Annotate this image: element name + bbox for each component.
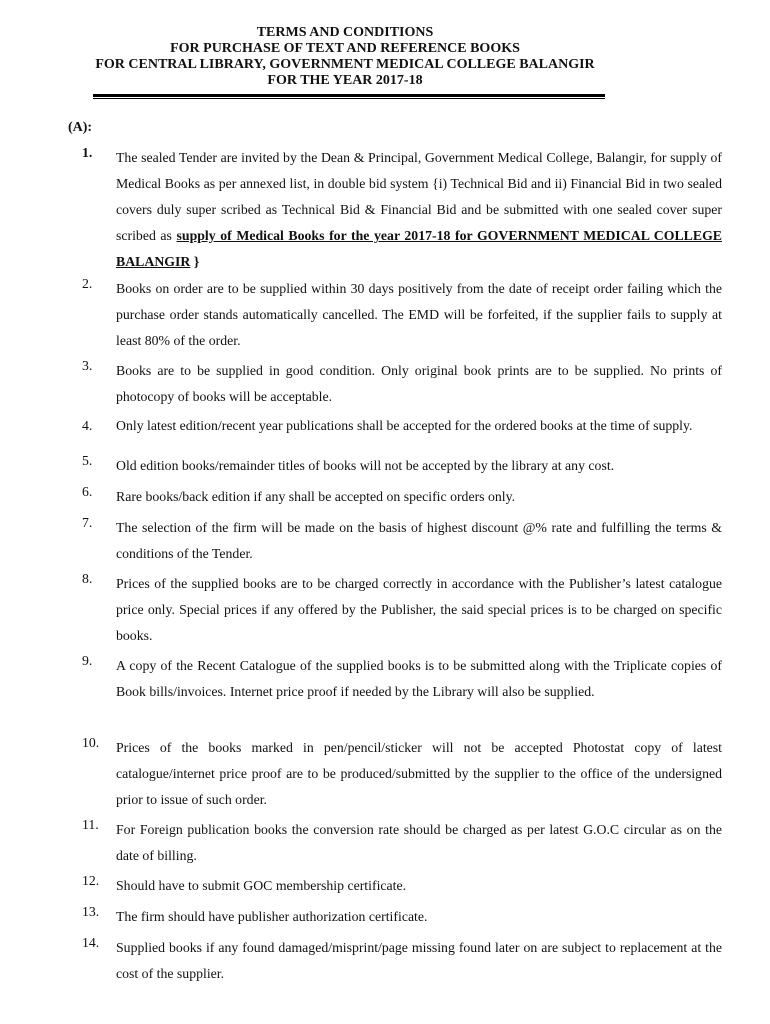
term-number: 1.: [82, 145, 93, 160]
term-text: Only latest edition/recent year publications shall be accepted for the ordered books at the time of supply.: [116, 418, 693, 433]
term-number: 9.: [82, 653, 93, 668]
term-item-13: [82, 904, 722, 930]
heading-subtitle: FOR PURCHASE OF TEXT AND REFERENCE BOOKS: [170, 41, 520, 56]
term-text-main: The sealed Tender are invited by the Dean & Principal, Government Medical College, Balangir, for supply of Medical Books as per annexed list, in double bid system {i) Technical Bid and ii) Financial Bid in two sealed covers duly super scribed as Technical Bid & Financial Bid and be submitted with one sealed cover super scribed as: [116, 150, 722, 243]
term-item-5: [82, 453, 722, 479]
term-item-2: [82, 276, 722, 354]
term-number: 11.: [82, 817, 99, 832]
term-item-4: [82, 418, 722, 434]
term-number: 12.: [82, 873, 100, 888]
heading-divider: [93, 94, 605, 99]
term-number: 6.: [82, 484, 93, 499]
term-text: Old edition books/remainder titles of books will not be accepted by the library at any cost.: [116, 458, 615, 473]
term-number: 4.: [82, 418, 93, 433]
term-item-6: [82, 484, 722, 510]
term-number: 14.: [82, 935, 100, 950]
term-number: 8.: [82, 571, 93, 586]
term-number: 7.: [82, 515, 93, 530]
term-text: Supplied books if any found damaged/misprint/page missing found later on are subject to replacement at the cost of the supplier.: [116, 940, 722, 981]
term-text: A copy of the Recent Catalogue of the supplied books is to be submitted along with the Triplicate copies of Book bills/invoices. Internet price proof if needed by the Library will also be supplied.: [116, 658, 722, 699]
heading-institution: FOR CENTRAL LIBRARY, GOVERNMENT MEDICAL COLLEGE BALANGIR: [95, 57, 595, 72]
term-text: Rare books/back edition if any shall be accepted on specific orders only.: [116, 489, 516, 504]
term-number: 10.: [82, 735, 100, 750]
term-text: Books on order are to be supplied within 30 days positively from the date of receipt order failing which the purchase order stands automatically cancelled. The EMD will be forfeited, if the supplier fails to supply at least 80% of the order.: [116, 281, 722, 348]
term-item-14: [82, 935, 722, 987]
term-number: 2.: [82, 276, 93, 291]
term-text: For Foreign publication books the conversion rate should be charged as per latest G.O.C circular as on the date of billing.: [116, 822, 722, 863]
term-number: 3.: [82, 358, 93, 373]
term-item-12: [82, 873, 722, 899]
section-label: (A):: [68, 120, 93, 135]
term-number: 5.: [82, 453, 93, 468]
term-item-9: [82, 653, 722, 705]
term-text: Should have to submit GOC membership certificate.: [116, 878, 407, 893]
term-text: Prices of the books marked in pen/pencil/sticker will not be accepted Photostat copy of latest catalogue/internet price proof are to be produced/submitted by the supplier to the office of the undersigned prior to issue of such order.: [116, 740, 722, 807]
term-item-8: [82, 571, 722, 649]
term-item-10: [82, 735, 722, 813]
term-item-7: [82, 515, 722, 567]
term-number: 13.: [82, 904, 100, 919]
heading-title: TERMS AND CONDITIONS: [256, 25, 434, 40]
term-item-11: [82, 817, 722, 869]
term-item-3: [82, 358, 722, 410]
term-text: Prices of the supplied books are to be charged correctly in accordance with the Publisher’s latest catalogue price only. Special prices if any offered by the Publisher, the said special prices is to be charged on specific books.: [116, 576, 722, 643]
term-item-1: [82, 145, 722, 275]
document-heading: [0, 25, 690, 89]
term-emphasis: supply of Medical Books for the year 2017-18 for GOVERNMENT MEDICAL COLLEGE BALANGIR: [116, 228, 723, 269]
term-text: The selection of the firm will be made on the basis of highest discount @% rate and fulfilling the terms & conditions of the Tender.: [116, 520, 722, 561]
term-text: Books are to be supplied in good condition. Only original book prints are to be supplied. No prints of photocopy of books will be acceptable.: [116, 363, 722, 404]
term-tail: }: [190, 254, 200, 269]
heading-year: FOR THE YEAR 2017-18: [267, 73, 423, 88]
term-text: [116, 145, 722, 275]
term-text: The firm should have publisher authorization certificate.: [116, 909, 428, 924]
